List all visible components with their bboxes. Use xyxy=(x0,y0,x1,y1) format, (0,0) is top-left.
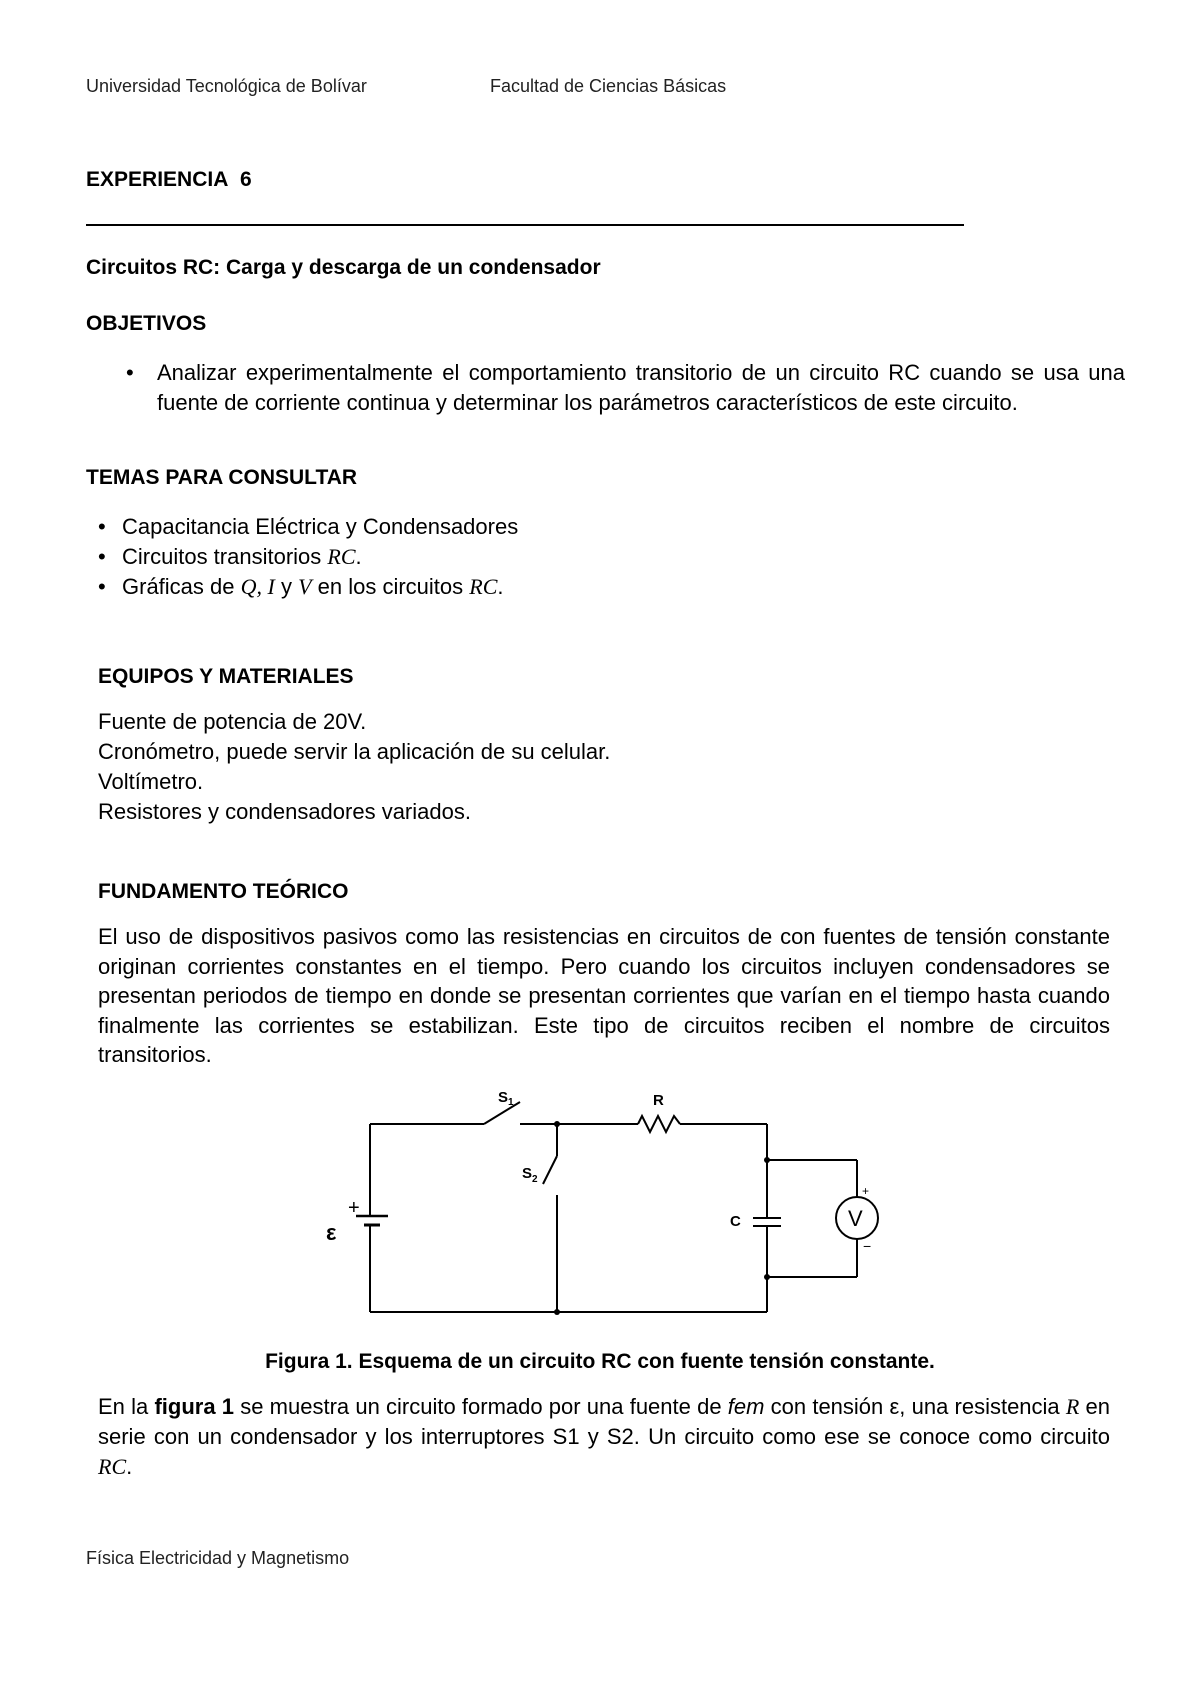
objetivos-list xyxy=(122,358,1125,418)
experiment-heading xyxy=(86,168,252,192)
page-title: Circuitos RC: Carga y descarga de un condensador xyxy=(86,256,601,279)
node-voltmeter-top xyxy=(764,1157,770,1163)
label-s1: $S_1$ xyxy=(498,1089,514,1108)
equipo-line: Fuente de potencia de 20V. xyxy=(98,709,367,734)
experiment-number: 6 xyxy=(240,168,252,191)
fundamento-paragraph: El uso de dispositivos pasivos como las resistencias en circuitos de con fuentes de tensión constante originan corrientes constantes en el tiempo. Pero cuando los circuitos incluyen condensadores se presentan periodos de tiempo en donde se presentan corrientes que varían en el tiempo hasta cuando finalmente las corrientes se estabilizan. Este tipo de circuitos reciben el nombre de circuitos transitorios. xyxy=(98,924,1110,1067)
tema-item: • Gráficas de Q, I y V en los circuitos RC. xyxy=(94,572,994,602)
tema-item: • Capacitancia Eléctrica y Condensadores xyxy=(94,512,994,542)
temas-heading: TEMAS PARA CONSULTAR xyxy=(86,466,358,489)
label-r: R xyxy=(653,1092,664,1109)
tema-item: • Circuitos transitorios RC. xyxy=(94,542,994,572)
node-voltmeter-bottom xyxy=(764,1274,770,1280)
label-c: C xyxy=(730,1213,741,1230)
rc-circuit-diagram xyxy=(300,1080,900,1320)
label-battery-plus: + xyxy=(348,1197,360,1219)
equipos-list xyxy=(98,707,998,827)
equipo-line: Cronómetro, puede servir la aplicación de su celular. xyxy=(98,739,611,764)
footer-text: Física Electricidad y Magnetismo xyxy=(86,1548,350,1568)
switch-s2 xyxy=(543,1156,557,1184)
label-voltmeter: V xyxy=(848,1206,863,1231)
fundamento-heading: FUNDAMENTO TEÓRICO xyxy=(98,880,349,903)
label-s2: $S_2$ xyxy=(522,1165,538,1185)
experiment-label: EXPERIENCIA xyxy=(86,168,229,191)
label-voltmeter-minus: − xyxy=(863,1238,872,1254)
equipo-line: Voltímetro. xyxy=(98,769,204,794)
objetivo-item: • Analizar experimentalmente el comportamiento transitorio de un circuito RC cuando se usa una fuente de corriente continua y determinar los parámetros característicos de este circuito. xyxy=(122,358,1125,418)
node-bottom xyxy=(554,1309,560,1315)
equipo-line: Resistores y condensadores variados. xyxy=(98,799,471,824)
resistor-symbol xyxy=(638,1116,680,1132)
temas-list xyxy=(94,512,994,602)
header-university: Universidad Tecnológica de Bolívar xyxy=(86,76,367,96)
closing-paragraph: En la figura 1 se muestra un circuito formado por una fuente de fem con tensión ε, una resistencia R en serie con un condensador y los interruptores S1 y S2. Un circuito como ese se conoce como circuito RC. xyxy=(98,1394,1111,1479)
figure-caption: Figura 1. Esquema de un circuito RC con fuente tensión constante. xyxy=(265,1350,935,1373)
node-top xyxy=(554,1121,560,1127)
label-emf: ε xyxy=(326,1220,337,1245)
title-rule xyxy=(86,224,964,226)
equipos-heading: EQUIPOS Y MATERIALES xyxy=(98,665,354,688)
header-faculty: Facultad de Ciencias Básicas xyxy=(490,76,727,96)
label-voltmeter-plus: + xyxy=(862,1184,870,1198)
objetivos-heading: OBJETIVOS xyxy=(86,312,207,335)
